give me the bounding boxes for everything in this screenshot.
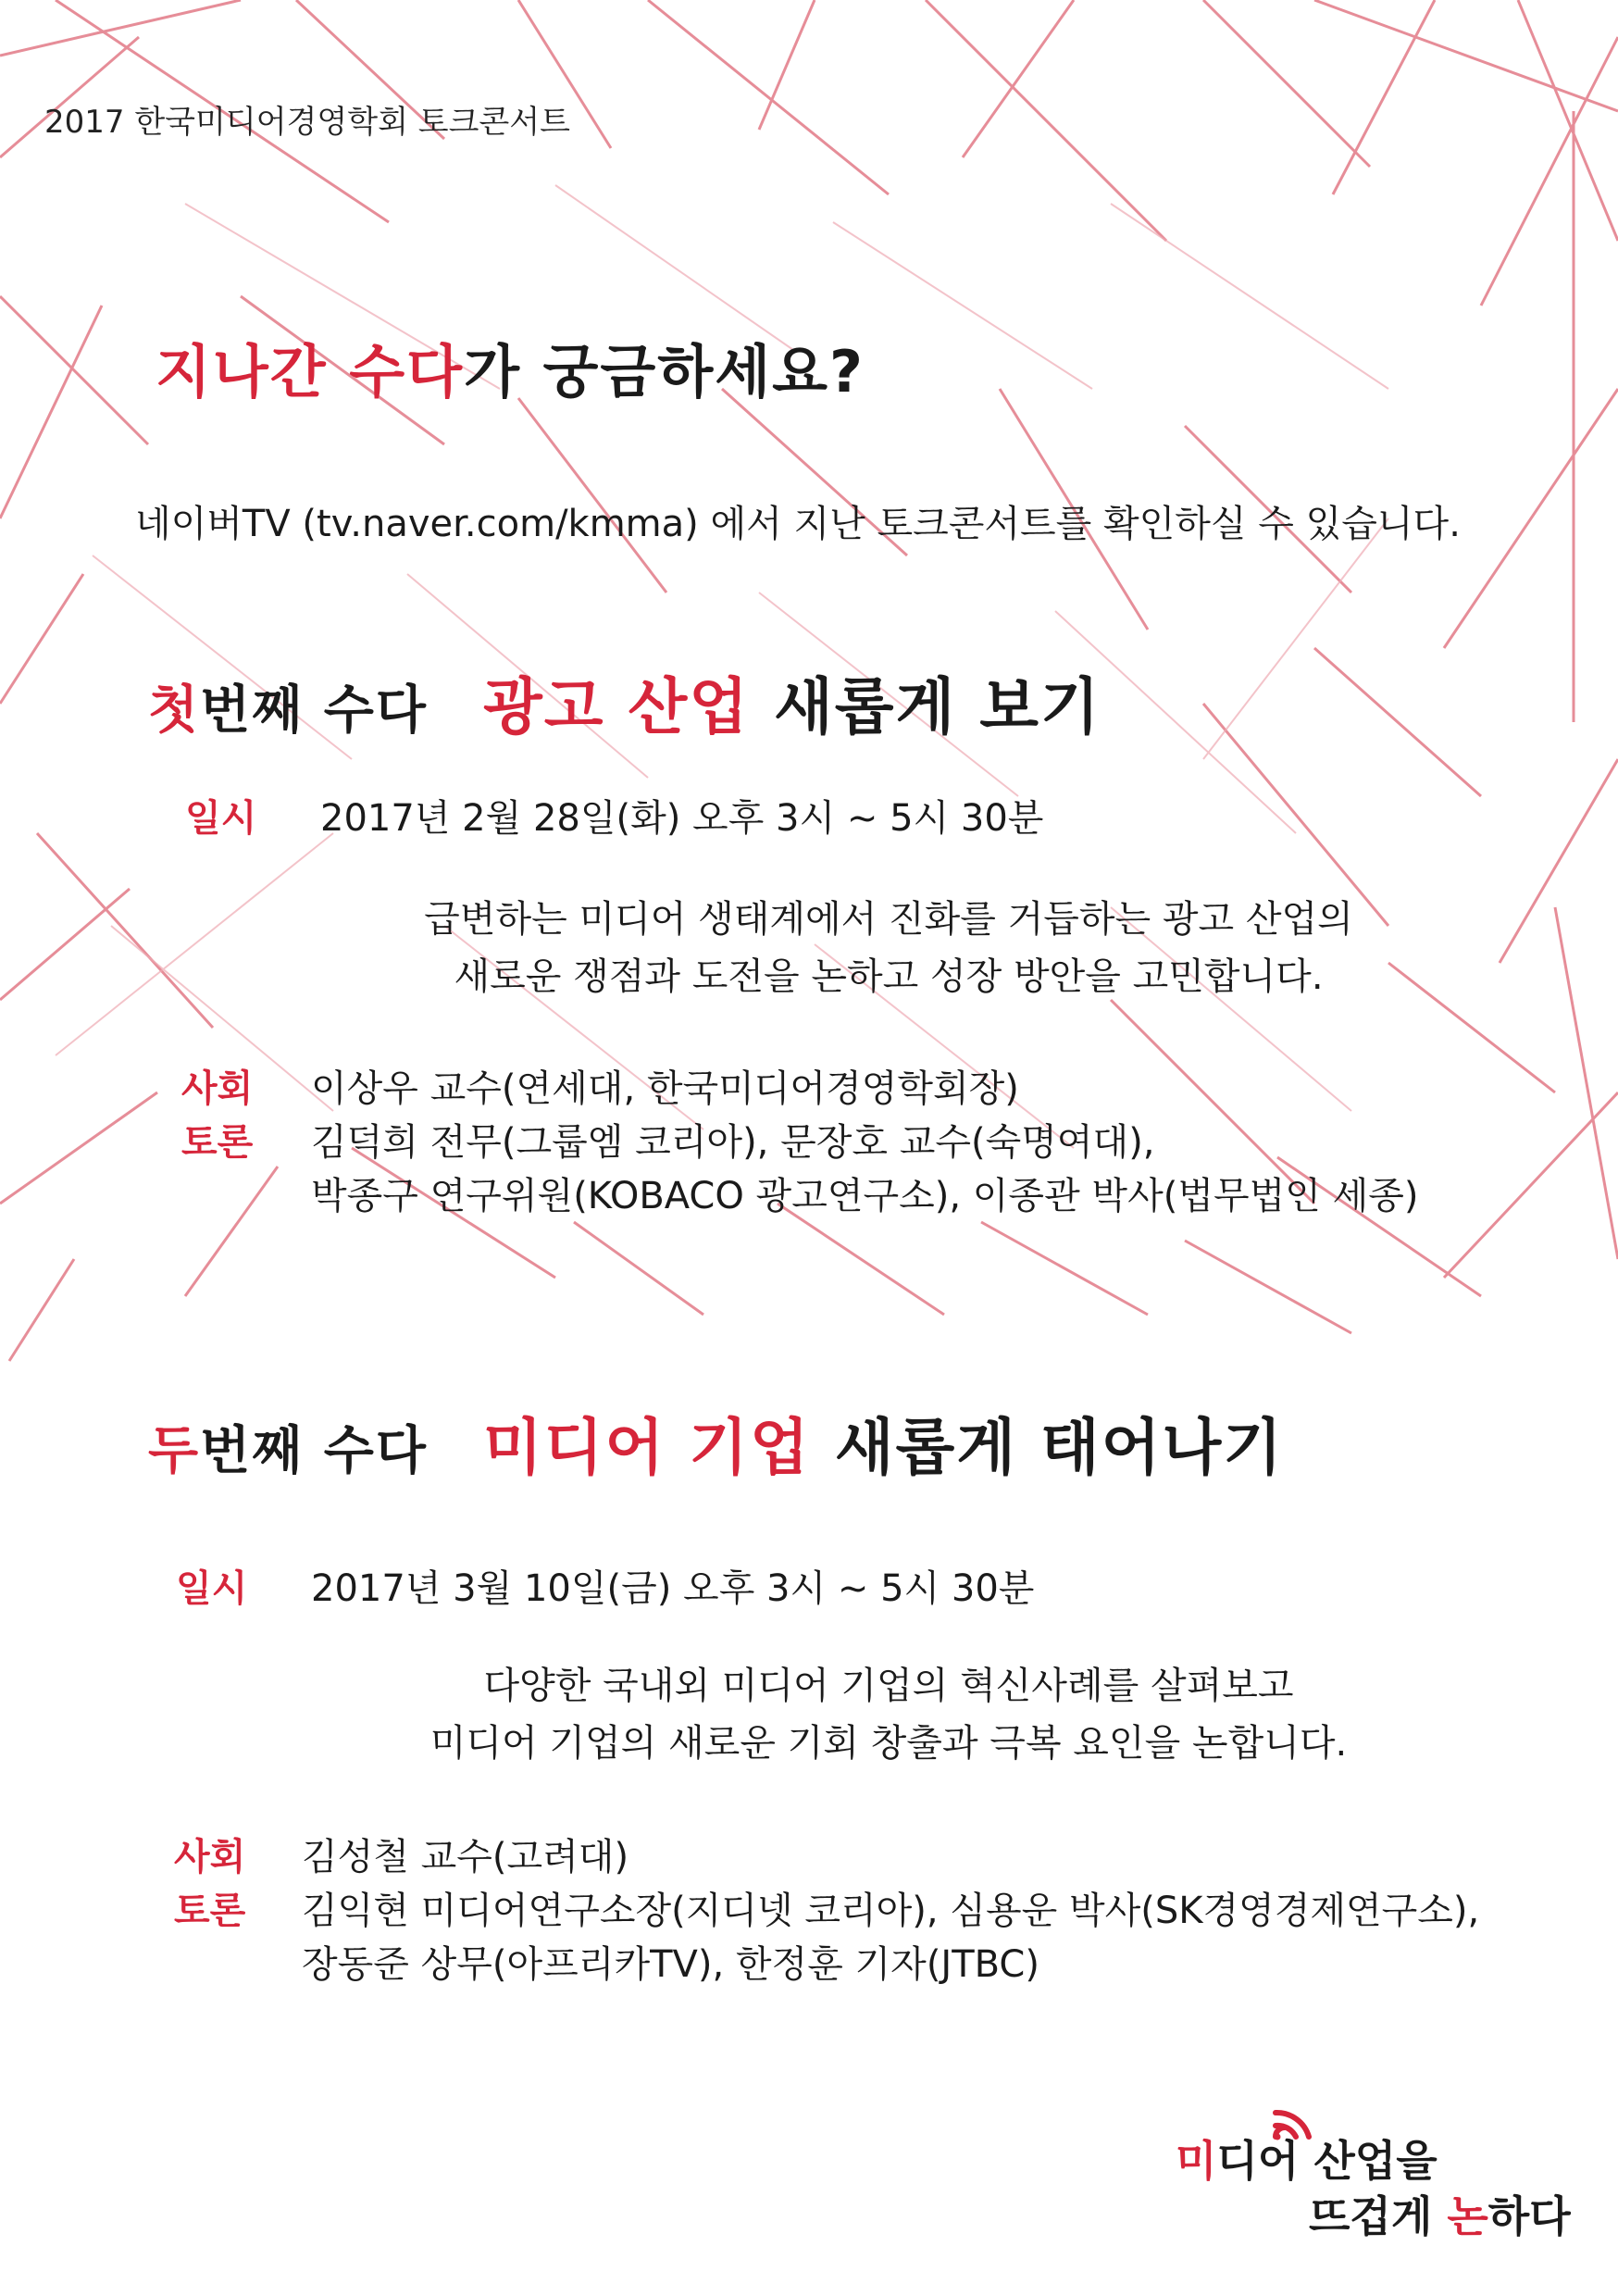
session2-date-label: 일시	[176, 1567, 248, 1610]
session1-subtitle: 새롭게 보기	[774, 671, 1101, 742]
logo-line1-a: 미	[1176, 2136, 1217, 2186]
session1-host-label: 사회	[181, 1067, 254, 1110]
session2-date: 2017년 3월 10일(금) 오후 3시 ~ 5시 30분	[311, 1567, 1035, 1610]
session2-panel-label: 토론	[174, 1890, 246, 1932]
session2-topic: 미디어 기업	[483, 1412, 811, 1483]
session1-ordinal-a: 첫	[148, 680, 201, 741]
headline-part2: 수다	[349, 338, 465, 406]
session1-title	[148, 657, 1101, 745]
session2-panel-line2: 장동준 상무(아프리카TV), 한정훈 기자(JTBC)	[302, 1943, 1039, 1986]
logo-line2-a: 뜨겁게	[1309, 2191, 1448, 2241]
session2-title	[148, 1398, 1284, 1486]
session2-host: 김성철 교수(고려대)	[302, 1836, 629, 1878]
logo-line1	[1176, 2128, 1438, 2189]
session1-ordinal-b: 번째 수다	[200, 680, 428, 741]
session2-description	[333, 1657, 1444, 1772]
session2-desc-line2: 미디어 기업의 새로운 기회 창출과 극복 요인을 논합니다.	[429, 1722, 1348, 1765]
session2-panel-line1: 김익현 미디어연구소장(지디넷 코리아), 심용운 박사(SK경영경제연구소),	[302, 1890, 1480, 1932]
session1-host: 이상우 교수(연세대, 한국미디어경영학회장)	[311, 1067, 1019, 1110]
session1-date-label: 일시	[185, 797, 257, 840]
headline-part3: 가 궁금하세요?	[464, 338, 865, 406]
headline	[156, 326, 865, 408]
session1-topic: 광고 산업	[483, 671, 751, 742]
session2-ordinal-b: 번째 수다	[200, 1421, 428, 1481]
session1-panel-label: 토론	[181, 1121, 254, 1164]
session1-description	[333, 891, 1444, 1005]
session2-subtitle: 새롭게 태어나기	[834, 1412, 1285, 1483]
logo-line2-c: 하다	[1487, 2191, 1571, 2241]
event-label: 2017 한국미디어경영학회 토크콘서트	[44, 104, 570, 141]
session1-panel-line1: 김덕희 전무(그룹엠 코리아), 문장호 교수(숙명여대),	[311, 1121, 1155, 1164]
session2-desc-line1: 다양한 국내외 미디어 기업의 혁신사례를 살펴보고	[483, 1665, 1294, 1707]
logo-line2	[1309, 2183, 1571, 2244]
session1-desc-line1: 급변하는 미디어 생태계에서 진화를 거듭하는 광고 산업의	[424, 898, 1353, 941]
session1-desc-line2: 새로운 쟁점과 도전을 논하고 성장 방안을 고민합니다.	[454, 955, 1324, 998]
session1-date: 2017년 2월 28일(화) 오후 3시 ~ 5시 30분	[320, 797, 1044, 840]
session2-host-label: 사회	[174, 1836, 246, 1878]
logo-line1-b: 디어 산업을	[1216, 2136, 1438, 2186]
logo-line2-b: 논	[1447, 2191, 1488, 2241]
naver-tv-notice: 네이버TV (tv.naver.com/kmma) 에서 지난 토크콘서트를 확인하실 수 있습니다.	[135, 503, 1461, 545]
session2-ordinal-a: 두	[148, 1421, 201, 1481]
headline-part1: 지나간	[156, 338, 350, 406]
session1-panel-line2: 박종구 연구위원(KOBACO 광고연구소), 이종관 박사(법무법인 세종)	[311, 1175, 1419, 1217]
